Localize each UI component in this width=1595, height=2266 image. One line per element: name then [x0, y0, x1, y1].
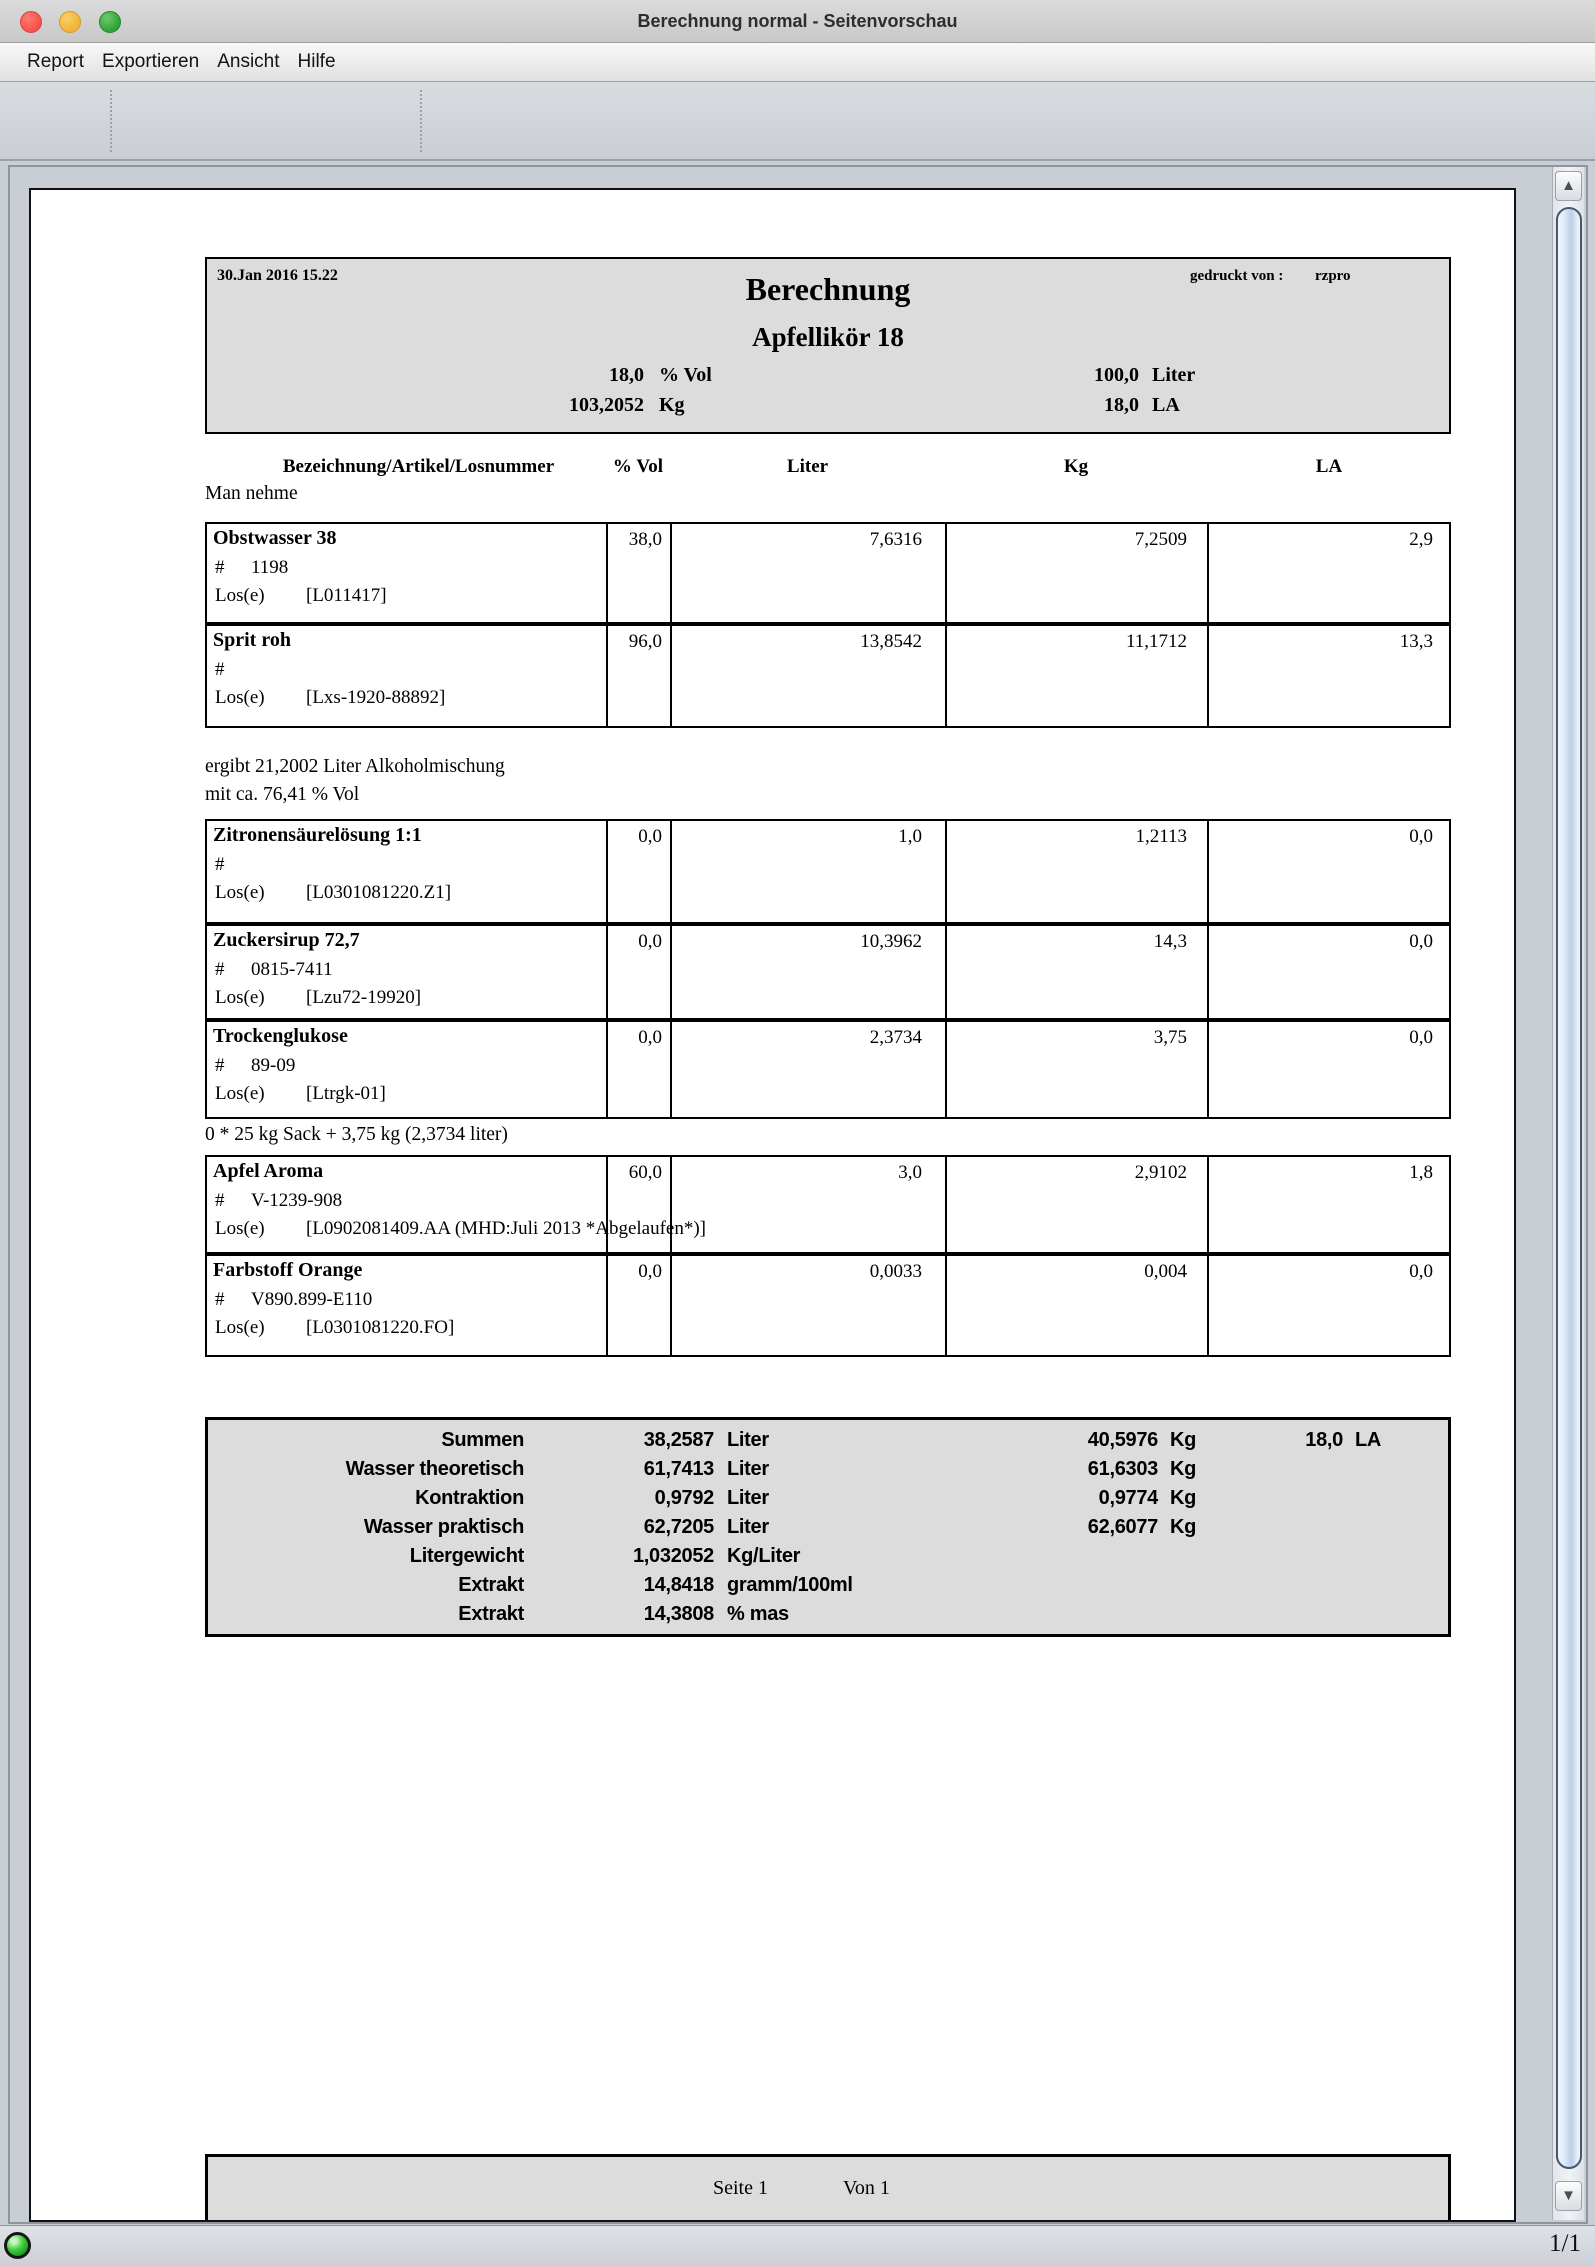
summary-label: Kontraktion	[415, 1487, 524, 1509]
summary-label: Extrakt	[458, 1574, 524, 1596]
menu-exportieren[interactable]: Exportieren	[102, 51, 200, 72]
artnr-hash: #	[215, 1289, 225, 1310]
ingredient-name: Zitronensäurelösung 1:1	[213, 824, 422, 846]
cell-la: 0,0	[1409, 826, 1433, 847]
artnr-value: 89-09	[251, 1055, 296, 1076]
summary-value: 0,9774	[1098, 1487, 1158, 1509]
column-header-la: LA	[1315, 456, 1343, 477]
lot-value: [Ltrgk-01]	[306, 1083, 386, 1104]
lot-value: [Lxs-1920-88892]	[306, 687, 446, 708]
summary-value: 62,7205	[643, 1516, 714, 1538]
cell-liter: 7,6316	[869, 529, 922, 550]
footer-page-label: Seite 1	[713, 2177, 768, 2199]
cell-vol: 0,0	[638, 1261, 662, 1282]
header-kg-value: 103,2052	[569, 394, 644, 416]
intro-text: Man nehme	[205, 483, 298, 504]
footer-of-label: Von 1	[843, 2177, 890, 2199]
ingredient-name: Apfel Aroma	[213, 1160, 324, 1182]
report-date: 30.Jan 2016 15.22	[217, 267, 338, 284]
summary-label: Wasser theoretisch	[345, 1458, 524, 1480]
summary-row	[208, 1603, 1448, 1632]
menu-report[interactable]: Report	[27, 51, 85, 72]
report-title: Berechnung	[745, 271, 911, 307]
summary-unit: Kg	[1170, 1516, 1197, 1538]
summary-value: 62,6077	[1087, 1516, 1158, 1538]
summary-row	[208, 1545, 1448, 1574]
summary-label: Litergewicht	[409, 1545, 524, 1567]
lot-value: [L0301081220.FO]	[306, 1317, 455, 1338]
menu-hilfe[interactable]: Hilfe	[297, 51, 336, 72]
artnr-hash: #	[215, 659, 225, 680]
table-row	[205, 1254, 1451, 1357]
cell-vol: 96,0	[628, 631, 662, 652]
lot-label: Los(e)	[215, 1317, 265, 1338]
cell-vol: 0,0	[638, 826, 662, 847]
artnr-hash: #	[215, 854, 225, 875]
header-vol-value: 18,0	[609, 364, 644, 386]
summary-unit: LA	[1355, 1429, 1382, 1451]
header-liter-value: 100,0	[1094, 364, 1139, 386]
page-indicator: 1/1	[1549, 2230, 1581, 2257]
ingredient-name: Trockenglukose	[213, 1025, 348, 1047]
summary-unit: Liter	[727, 1487, 769, 1509]
cell-liter: 0,0033	[869, 1261, 922, 1282]
column-header-vol: % Vol	[612, 456, 664, 477]
toolbar-separator	[420, 90, 422, 152]
result-note-2: mit ca. 76,41 % Vol	[205, 784, 360, 805]
summary-row	[208, 1574, 1448, 1603]
vertical-scrollbar[interactable]	[1552, 167, 1584, 2220]
summary-unit: Liter	[727, 1516, 769, 1538]
scroll-up-button[interactable]	[1555, 171, 1582, 201]
summary-value: 40,5976	[1087, 1429, 1158, 1451]
summary-row	[208, 1516, 1448, 1545]
column-header-kg: Kg	[1063, 456, 1089, 477]
title-bar	[0, 0, 1595, 43]
cell-la: 0,0	[1409, 1027, 1433, 1048]
lot-label: Los(e)	[215, 687, 265, 708]
cell-la: 0,0	[1409, 1261, 1433, 1282]
status-orb-icon	[4, 2232, 31, 2259]
cell-liter: 2,3734	[869, 1027, 922, 1048]
lot-label: Los(e)	[215, 1218, 265, 1239]
summary-unit: Kg	[1170, 1429, 1197, 1451]
result-note-1: ergibt 21,2002 Liter Alkoholmischung	[205, 756, 505, 777]
artnr-hash: #	[215, 557, 225, 578]
cell-la: 13,3	[1399, 631, 1433, 652]
cell-la: 2,9	[1409, 529, 1433, 550]
summary-unit: Kg	[1170, 1487, 1197, 1509]
cell-la: 1,8	[1409, 1162, 1433, 1183]
column-header-liter: Liter	[786, 456, 829, 477]
cell-liter: 3,0	[898, 1162, 922, 1183]
summary-unit: % mas	[727, 1603, 789, 1625]
cell-liter: 10,3962	[860, 931, 922, 952]
report-subtitle: Apfellikör 18	[752, 322, 904, 352]
toolbar-separator	[110, 90, 112, 152]
table-row	[205, 924, 1451, 1020]
lot-value: [L0301081220.Z1]	[306, 882, 452, 903]
summary-row	[208, 1429, 1448, 1458]
header-la-unit: LA	[1152, 394, 1180, 416]
artnr-hash: #	[215, 959, 225, 980]
column-header-bezeichnung: Bezeichnung/Artikel/Losnummer	[282, 456, 555, 477]
summary-value: 14,8418	[643, 1574, 714, 1596]
cell-liter: 1,0	[898, 826, 922, 847]
cell-kg: 0,004	[1144, 1261, 1187, 1282]
lot-label: Los(e)	[215, 585, 265, 606]
report-header-box	[205, 257, 1451, 434]
printed-by-value: rzpro	[1315, 268, 1351, 284]
cell-kg: 3,75	[1153, 1027, 1187, 1048]
summary-value: 14,3808	[643, 1603, 714, 1625]
summary-value: 61,6303	[1087, 1458, 1158, 1480]
printed-by-label: gedruckt von :	[1190, 268, 1284, 284]
summary-value: 61,7413	[643, 1458, 714, 1480]
status-bar	[0, 2225, 1595, 2266]
artnr-value: V890.899-E110	[251, 1289, 373, 1310]
header-la-value: 18,0	[1104, 394, 1139, 416]
artnr-value: 1198	[251, 557, 289, 578]
artnr-hash: #	[215, 1190, 225, 1211]
summary-value: 18,0	[1305, 1429, 1343, 1451]
cell-vol: 0,0	[638, 1027, 662, 1048]
cell-vol: 0,0	[638, 931, 662, 952]
cell-vol: 38,0	[628, 529, 662, 550]
cell-kg: 1,2113	[1135, 826, 1187, 847]
table-row	[205, 624, 1451, 728]
ingredient-name: Zuckersirup 72,7	[213, 929, 360, 951]
summary-value: 0,9792	[654, 1487, 714, 1509]
report-page	[29, 188, 1516, 2222]
lot-value: [L011417]	[306, 585, 387, 606]
cell-kg: 2,9102	[1134, 1162, 1187, 1183]
cell-kg: 7,2509	[1134, 529, 1187, 550]
table-row	[205, 1155, 1451, 1254]
ingredient-name: Farbstoff Orange	[213, 1259, 363, 1281]
summary-unit: Kg	[1170, 1458, 1197, 1480]
summary-unit: gramm/100ml	[727, 1574, 853, 1596]
summary-box	[205, 1417, 1451, 1637]
cell-kg: 11,1712	[1125, 631, 1187, 652]
menu-bar	[0, 43, 1595, 82]
lot-value: [Lzu72-19920]	[306, 987, 422, 1008]
summary-value: 1,032052	[632, 1545, 714, 1567]
table-row	[205, 1020, 1451, 1119]
artnr-value: V-1239-908	[251, 1190, 343, 1211]
lot-label: Los(e)	[215, 1083, 265, 1104]
artnr-value: 0815-7411	[251, 959, 333, 980]
toolbar	[0, 82, 1595, 161]
artnr-hash: #	[215, 1055, 225, 1076]
summary-row	[208, 1487, 1448, 1516]
menu-ansicht[interactable]: Ansicht	[217, 51, 280, 72]
cell-liter: 13,8542	[860, 631, 922, 652]
table-row	[205, 522, 1451, 624]
cell-kg: 14,3	[1153, 931, 1187, 952]
arrow-down-icon: ▼	[1561, 2187, 1576, 2204]
summary-unit: Kg/Liter	[727, 1545, 801, 1567]
lot-label: Los(e)	[215, 987, 265, 1008]
scroll-down-button[interactable]	[1555, 2181, 1582, 2211]
page-footer-box	[205, 2154, 1451, 2222]
cell-la: 0,0	[1409, 931, 1433, 952]
header-liter-unit: Liter	[1152, 364, 1196, 386]
ingredient-name: Sprit roh	[213, 629, 291, 651]
summary-label: Extrakt	[458, 1603, 524, 1625]
window-title: Berechnung normal - Seitenvorschau	[637, 11, 958, 31]
lot-label: Los(e)	[215, 882, 265, 903]
summary-row	[208, 1458, 1448, 1487]
summary-label: Summen	[441, 1429, 524, 1451]
header-vol-unit: % Vol	[659, 364, 712, 386]
arrow-up-icon: ▲	[1561, 177, 1576, 194]
ingredient-name: Obstwasser 38	[213, 527, 337, 549]
scrollbar-thumb[interactable]	[1556, 207, 1582, 2169]
cell-vol: 60,0	[628, 1162, 662, 1183]
lot-value: [L0902081409.AA (MHD:Juli 2013 *Abgelaufen*)]	[306, 1218, 707, 1239]
preview-area	[0, 161, 1595, 2225]
sack-note: 0 * 25 kg Sack + 3,75 kg (2,3734 liter)	[205, 1124, 508, 1145]
summary-unit: Liter	[727, 1429, 769, 1451]
summary-label: Wasser praktisch	[363, 1516, 524, 1538]
summary-value: 38,2587	[643, 1429, 714, 1451]
header-kg-unit: Kg	[659, 394, 685, 416]
table-row	[205, 819, 1451, 924]
summary-unit: Liter	[727, 1458, 769, 1480]
